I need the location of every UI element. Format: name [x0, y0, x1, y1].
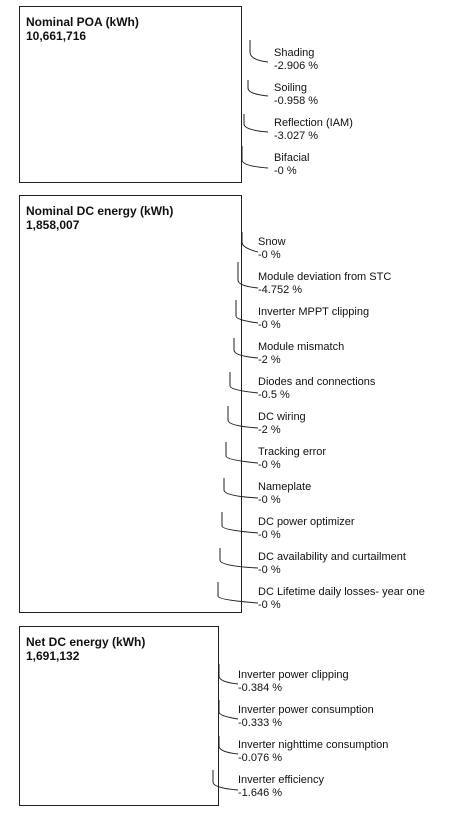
loss-label: DC Lifetime daily losses- year one [258, 586, 425, 598]
loss-value: -0 % [258, 319, 281, 331]
loss-value: -0 % [258, 459, 281, 471]
loss-value: -0.384 % [238, 682, 283, 694]
loss-curve-inverter-consumption [219, 700, 238, 719]
nominal-poa-value: 10,661,716 [26, 29, 87, 43]
loss-curve-inverter-efficiency [213, 770, 238, 790]
loss-label: Shading [274, 47, 315, 59]
loss-label: Tracking error [258, 446, 327, 458]
loss-label: Inverter efficiency [238, 774, 325, 786]
nominal-poa-title: Nominal POA (kWh) [26, 15, 139, 29]
nominal-dc-energy-value: 1,858,007 [26, 218, 80, 232]
loss-value: -0 % [274, 165, 297, 177]
loss-value: -0 % [258, 529, 281, 541]
net-dc-energy-value: 1,691,132 [26, 649, 80, 663]
loss-curve-inverter-clipping [219, 664, 238, 684]
loss-value: -4.752 % [258, 284, 303, 296]
loss-value: -0 % [258, 599, 281, 611]
loss-value: -0 % [258, 564, 281, 576]
loss-value: -0 % [258, 249, 281, 261]
loss-curve-inverter-nighttime [219, 736, 238, 754]
loss-label: Inverter power clipping [238, 669, 349, 681]
net-dc-energy-title: Net DC energy (kWh) [26, 635, 146, 649]
loss-value: -0 % [258, 494, 281, 506]
loss-value: -3.027 % [274, 130, 319, 142]
loss-value: -2.906 % [274, 60, 319, 72]
loss-label: Bifacial [274, 152, 310, 164]
loss-item-inverter-nighttime [238, 739, 390, 765]
loss-value: -0.076 % [238, 752, 283, 764]
loss-value: -1.646 % [238, 787, 283, 799]
loss-label: DC wiring [258, 411, 306, 423]
nominal-dc-energy-title: Nominal DC energy (kWh) [26, 204, 174, 218]
loss-label: Snow [258, 236, 286, 248]
loss-value: -0.333 % [238, 717, 283, 729]
loss-item-inverter-efficiency [238, 774, 326, 800]
loss-label: DC power optimizer [258, 516, 355, 528]
loss-label: Inverter nighttime consumption [238, 739, 389, 751]
loss-item-inverter-consumption [238, 704, 376, 730]
loss-item-inverter-clipping [238, 669, 351, 695]
loss-label: Inverter power consumption [238, 704, 374, 716]
loss-label: Module mismatch [258, 341, 345, 353]
loss-value: -2 % [258, 424, 281, 436]
loss-value: -0.5 % [258, 389, 290, 401]
loss-label: DC availability and curtailment [258, 551, 406, 563]
loss-label: Reflection (IAM) [274, 117, 353, 129]
loss-value: -0.958 % [274, 95, 319, 107]
loss-label: Soiling [274, 82, 308, 94]
loss-label: Module deviation from STC [258, 271, 392, 283]
loss-label: Diodes and connections [258, 376, 376, 388]
loss-value: -2 % [258, 354, 281, 366]
loss-label: Inverter MPPT clipping [258, 306, 370, 318]
loss-label: Nameplate [258, 481, 312, 493]
